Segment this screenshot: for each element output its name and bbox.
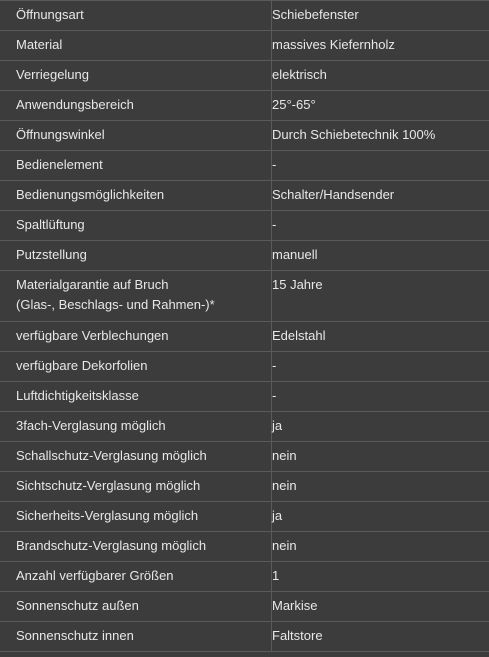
- table-row: [0, 61, 489, 91]
- row-label-line-2: (Glas-, Beschlags- und Rahmen-)*: [16, 297, 215, 312]
- row-value: 1: [272, 568, 280, 583]
- table-row: [0, 31, 489, 61]
- row-label: Verriegelung: [16, 67, 89, 82]
- row-label: 3fach-Verglasung möglich: [16, 418, 166, 433]
- table-row: [0, 151, 489, 181]
- row-label: Anzahl verfügbarer Größen: [16, 568, 174, 583]
- row-value: elektrisch: [272, 67, 327, 82]
- row-value: massives Kiefernholz: [272, 37, 395, 52]
- spec-table-body: [0, 1, 489, 652]
- row-value: -: [272, 388, 277, 403]
- row-value: Durch Schiebetechnik 100%: [272, 127, 436, 142]
- row-value: nein: [272, 538, 297, 553]
- table-row: [0, 562, 489, 592]
- row-label: Bedienungsmöglichkeiten: [16, 187, 165, 202]
- table-row: [0, 622, 489, 652]
- row-value: nein: [272, 478, 297, 493]
- row-value: Faltstore: [272, 628, 323, 643]
- table-row: [0, 352, 489, 382]
- table-row: [0, 241, 489, 271]
- table-row: [0, 1, 489, 31]
- table-row: [0, 322, 489, 352]
- row-label: Öffnungsart: [16, 7, 84, 22]
- table-row: [0, 412, 489, 442]
- row-label: Bedienelement: [16, 157, 103, 172]
- row-value: ja: [272, 508, 283, 523]
- table-row: [0, 592, 489, 622]
- row-value: Schiebefenster: [272, 7, 359, 22]
- row-label: Material: [16, 37, 63, 52]
- row-label: Sichtschutz-Verglasung möglich: [16, 478, 201, 493]
- table-row: [0, 181, 489, 211]
- row-value: ja: [272, 418, 283, 433]
- row-value: manuell: [272, 247, 318, 262]
- table-row: [0, 382, 489, 412]
- row-value: 25°-65°: [272, 97, 316, 112]
- row-value: -: [272, 217, 277, 232]
- row-label: Putzstellung: [16, 247, 87, 262]
- table-row: [0, 442, 489, 472]
- row-label: Schallschutz-Verglasung möglich: [16, 448, 207, 463]
- row-label: Brandschutz-Verglasung möglich: [16, 538, 207, 553]
- row-value: nein: [272, 448, 297, 463]
- row-label: Anwendungsbereich: [16, 97, 134, 112]
- table-row: [0, 121, 489, 151]
- row-value: -: [272, 157, 277, 172]
- row-value: Edelstahl: [272, 328, 326, 343]
- table-row: [0, 502, 489, 532]
- table-row: [0, 271, 489, 322]
- row-label: Sonnenschutz innen: [16, 628, 134, 643]
- row-label: Sonnenschutz außen: [16, 598, 139, 613]
- table-row: [0, 91, 489, 121]
- row-label: verfügbare Dekorfolien: [16, 358, 148, 373]
- row-value: -: [272, 358, 277, 373]
- row-value: 15 Jahre: [272, 277, 323, 292]
- row-label: verfügbare Verblechungen: [16, 328, 169, 343]
- row-label-line-1: Materialgarantie auf Bruch: [16, 277, 169, 292]
- row-label: [16, 271, 271, 321]
- row-label: Sicherheits-Verglasung möglich: [16, 508, 199, 523]
- row-value: Markise: [272, 598, 318, 613]
- table-row: [0, 532, 489, 562]
- row-label: Öffnungswinkel: [16, 127, 105, 142]
- row-value: Schalter/Handsender: [272, 187, 395, 202]
- table-row: [0, 472, 489, 502]
- row-label: Luftdichtigkeitsklasse: [16, 388, 139, 403]
- table-row: [0, 211, 489, 241]
- row-label: Spaltlüftung: [16, 217, 85, 232]
